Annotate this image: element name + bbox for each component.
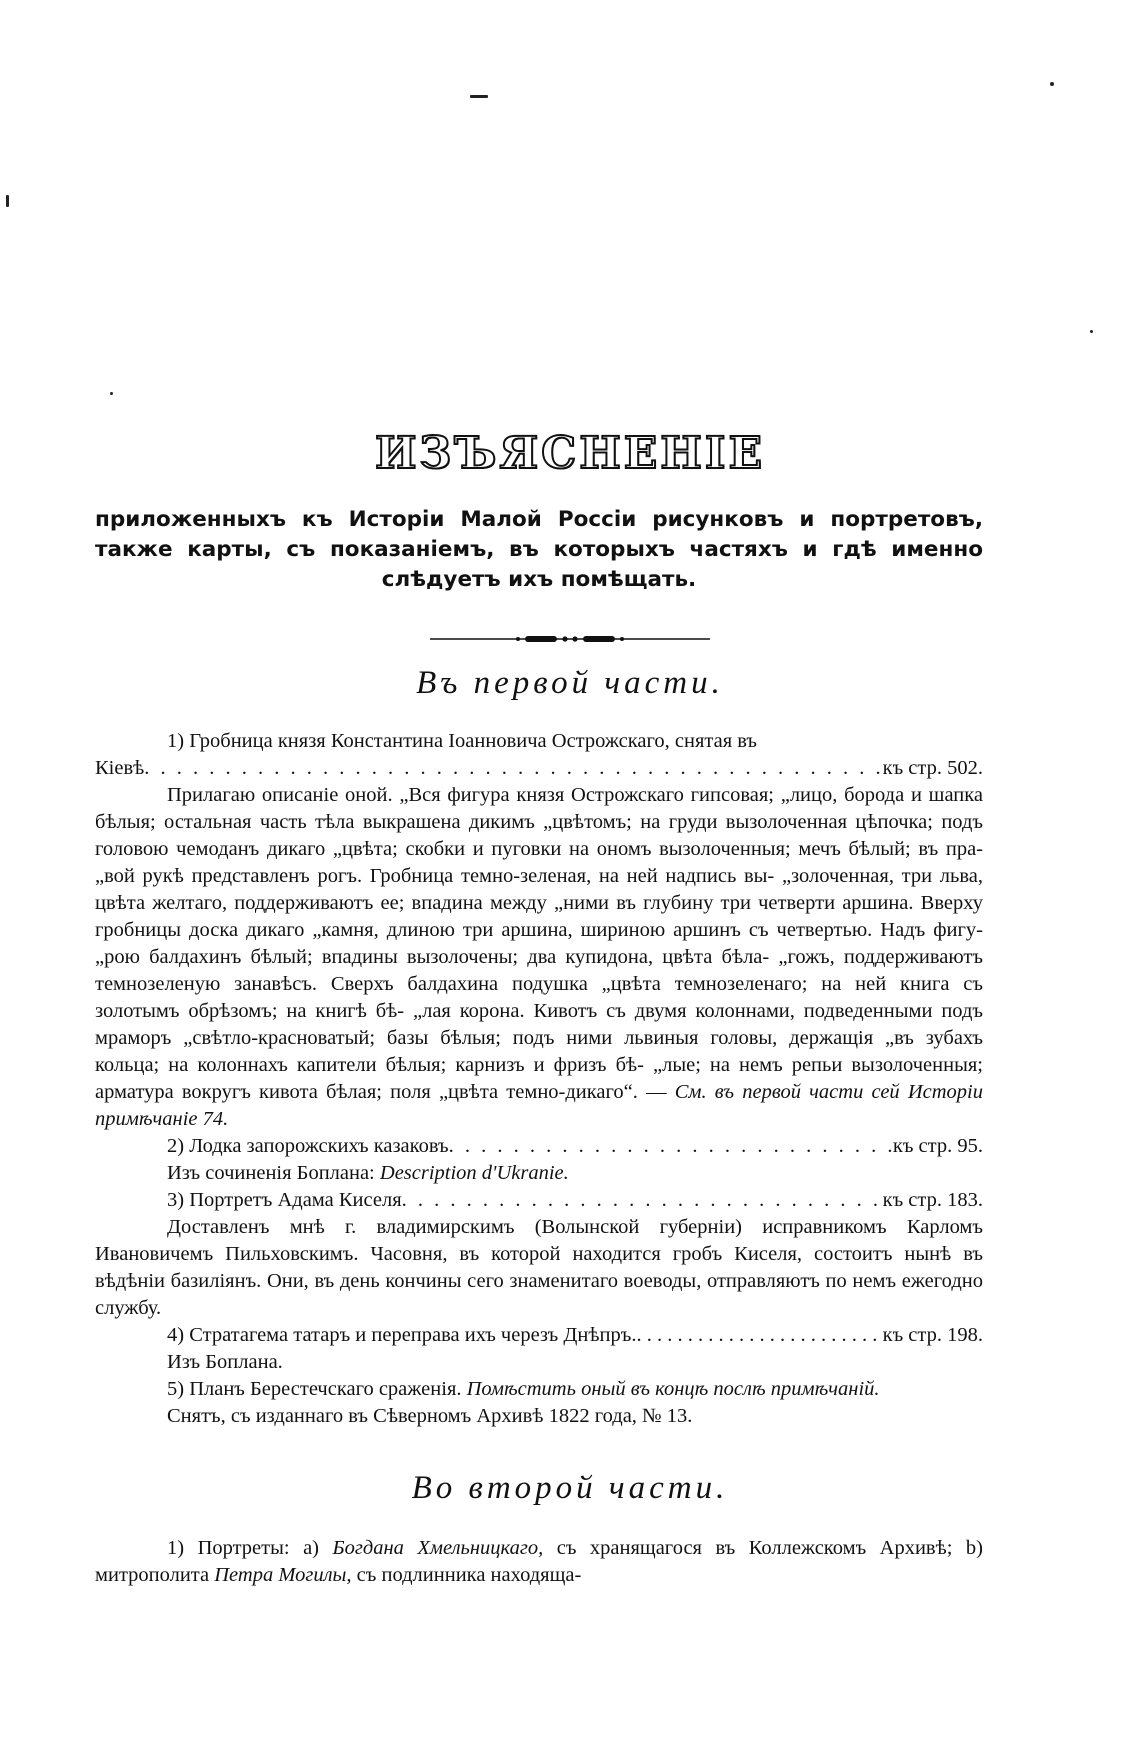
ink-speck (110, 392, 113, 395)
item-4-page-ref: къ стр. 198. (882, 1324, 983, 1346)
item-1-title: 1) Гробница князя Константина Іоанновича Острожскаго, снятая въ (167, 730, 758, 752)
part-2-item-1 (95, 1535, 983, 1589)
item-1-cross-ref: См. въ первой части сей Исторіи примѣчаніе 74. (95, 1081, 983, 1130)
leader-dots (449, 1133, 893, 1160)
item-1-page-ref: къ стр. 502. (882, 757, 983, 779)
part-2-item-1-prefix: 1) Портреты: a) (167, 1537, 320, 1559)
item-3-page-ref: къ стр. 183. (882, 1189, 983, 1211)
item-5-source: Снятъ, съ изданнаго въ Сѣверномъ Архивѣ 1822 года, № 13. (167, 1405, 693, 1427)
leader-dots (402, 1187, 883, 1214)
item-2-source (95, 1160, 983, 1187)
item-1-place: Кіевѣ (95, 757, 145, 779)
part-2-list (95, 1535, 983, 1589)
item-5 (95, 1376, 983, 1403)
divider-ornament (430, 633, 710, 645)
leader-dots (144, 755, 882, 782)
portrait-name-a: Богдана Хмельницкаго, (332, 1537, 544, 1559)
page-title: ИЗЪЯСНЕНІЕ (374, 428, 765, 479)
item-2-title: 2) Лодка запорожскихъ казаковъ (167, 1135, 449, 1157)
item-2-leader-line (95, 1133, 983, 1160)
item-3-title: 3) Портретъ Адама Киселя (167, 1189, 402, 1211)
part-1-list (95, 728, 983, 1430)
part-2-item-1-mid: съ хранящагося въ Коллежскомъ Архивѣ; b) митрополита (95, 1537, 984, 1586)
part-2-item-1-suffix: съ подлинника находяща- (356, 1564, 582, 1586)
item-3-leader-line (95, 1187, 983, 1214)
portrait-name-b: Петра Могилы, (214, 1564, 352, 1586)
item-2-source-prefix: Изъ сочиненія Боплана: (167, 1162, 375, 1184)
ink-speck (6, 195, 9, 207)
item-5-title: 5) Планъ Берестечскаго сраженія. (167, 1378, 462, 1400)
item-1-description (95, 782, 983, 1133)
item-1-desc-text: Прилагаю описаніе оной. „Вся фигура князя Острожскаго гипсовая; „лицо, борода и шапка бѣлыя; остальная часть тѣла выкрашена дикимъ „цвѣтомъ; на груди вызолоченная цѣпочка; подъ головою чемоданъ дикаго „цвѣта; скобки и пуговки на ономъ вызолоченныя; мечъ бѣлый; въ пра- „вой рукѣ представленъ рогъ. Гробница темно-зеленая, на ней надпись вы- „золоченная, три льва, цвѣта желтаго, поддерживаютъ ее; впадина между „ними въ глубину три четверти аршина. Вверху гробницы доска дикаго „камня, длиною три аршина, шириною аршинъ съ четвертью. Надъ фигу- „рою балдахинъ бѣлый; впадины вызолочены; два купидона, цвѣта бѣла- „гожъ, поддерживаютъ темнозеленую занавѣсъ. Сверхъ балдахина подушка „цвѣта темнозеленаго; на ней книга съ золотымъ обрѣзомъ; на книгѣ бѣ- „лая корона. Кивотъ съ двумя колоннами, подведенными подъ мраморъ „свѣтло-красноватый; базы бѣлыя; подъ ними львиныя головы, держащія „въ зубахъ кольца; на колоннахъ капители бѣлыя; карнизъ и фризъ бѣ- „лые; на немъ репьи вызолоченныя; арматура вокругъ кивота бѣлая; поля „цвѣта темно-дикаго“. — (95, 784, 983, 1103)
item-2-page-ref: къ стр. 95. (892, 1135, 983, 1157)
item-3-description: Доставленъ мнѣ г. владимирскимъ (Волынской губерніи) исправникомъ Карломъ Ивановичемъ Пильховскимъ. Часовня, въ которой находится гробъ Киселя, состоитъ нынѣ въ вѣдѣніи базиліянъ. Они, въ день кончины сего знаменитаго воеводы, отправляютъ по немъ ежегодно службу. (95, 1216, 983, 1319)
ink-speck (1090, 330, 1093, 333)
item-4-title: 4) Стратагема татаръ и переправа ихъ черезъ Днѣпръ. (167, 1324, 637, 1346)
ornamental-divider (0, 632, 1140, 650)
item-5-note: Помѣстить оный въ концѣ послѣ примѣчаній. (466, 1378, 880, 1400)
ink-speck (1050, 82, 1054, 86)
page-subtitle: приложенныхъ къ Исторіи Малой Россіи рисунковъ и портретовъ, также карты, съ показаніемъ, въ которыхъ частяхъ и гдѣ именно слѣдуетъ ихъ помѣщать. (95, 507, 983, 592)
ink-speck (470, 95, 488, 98)
leader-dots (636, 1322, 882, 1349)
item-2-source-title: Description d'Ukranie. (379, 1162, 569, 1184)
item-1-leader-line (95, 755, 983, 782)
section-heading-part-1: Въ первой части. (416, 665, 724, 701)
item-4-source: Изъ Боплана. (167, 1351, 283, 1373)
item-4-leader-line (95, 1322, 983, 1349)
section-heading-part-2: Во второй части. (411, 1470, 729, 1506)
